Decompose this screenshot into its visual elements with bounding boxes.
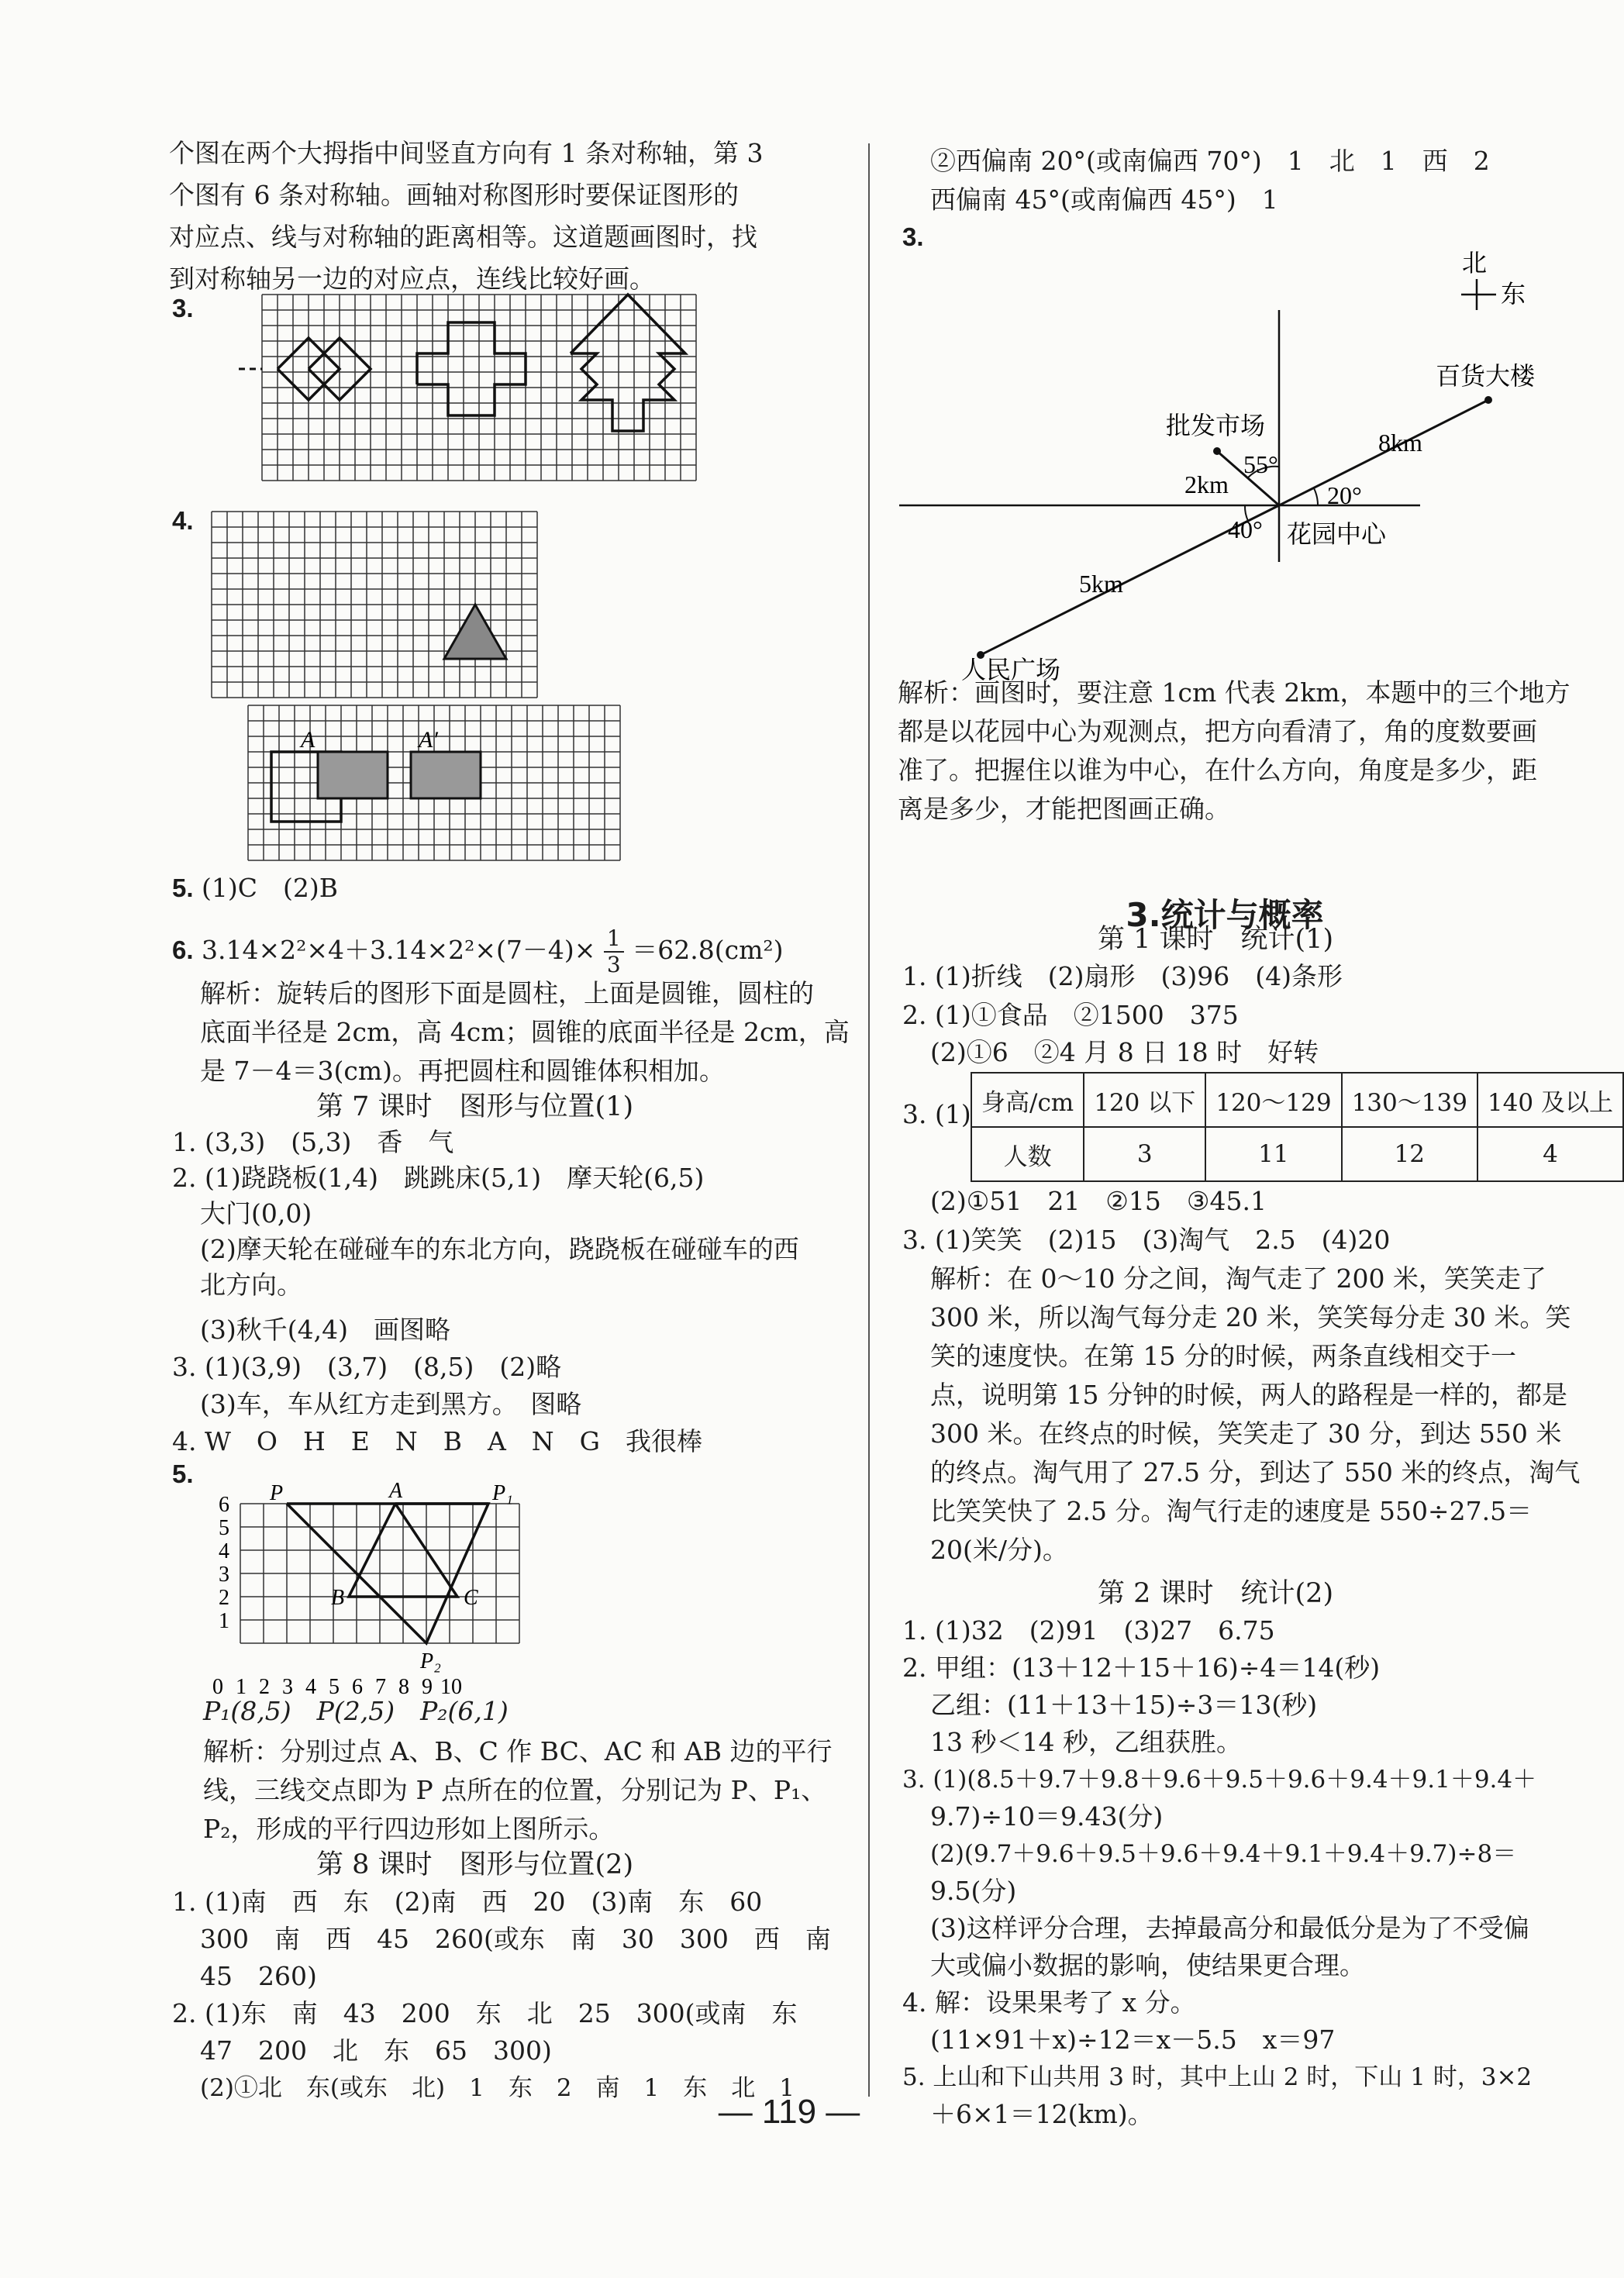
q6-fraction	[604, 926, 624, 977]
y-tick-label: 3	[219, 1563, 229, 1587]
s2-line-5: 3. (1)(8.5＋9.7＋9.8＋9.6＋9.5＋9.6＋9.4＋9.1＋9.4＋	[902, 1766, 1537, 1794]
q6-frac-num: 1	[604, 926, 624, 953]
intro-line-3: 对应点、线与对称轴的距离相等。这道题画图时，找	[169, 222, 757, 252]
page-number-value: 119	[761, 2093, 817, 2131]
q3-number: 3.	[172, 294, 194, 322]
s1-after-2: 3. (1)笑笑 (2)15 (3)淘气 2.5 (4)20	[902, 1225, 1391, 1255]
s1-after-8: 的终点。淘气用了 27.5 分，到达了 550 米的终点，淘气	[930, 1457, 1581, 1487]
table-row	[971, 1073, 1623, 1127]
q6-formula-line	[172, 926, 783, 977]
r-top-3: 3.	[902, 222, 924, 251]
map-department-store: 百货大楼	[1436, 362, 1536, 390]
x-tick-label: 10	[440, 1675, 462, 1699]
direction-map	[899, 248, 1566, 682]
x-tick-label: 4	[305, 1675, 316, 1699]
r-top-1: ②西偏南 20°(或南偏西 70°) 1 北 1 西 2	[930, 146, 1490, 176]
table-cell: 140 及以上	[1477, 1073, 1623, 1127]
label-a: A	[301, 727, 315, 753]
s1-after-3: 解析：在 0～10 分之间，淘气走了 200 米，笑笑走了	[930, 1263, 1546, 1294]
s2-line-7: (2)(9.7＋9.6＋9.5＋9.6＋9.4＋9.1＋9.4＋9.7)÷8＝	[930, 1840, 1517, 1868]
label-a-prime: A′	[419, 727, 438, 753]
s2-line-9: (3)这样评分合理，去掉最高分和最低分是为了不受偏	[930, 1913, 1529, 1943]
s2-line-14: ＋6×1＝12(km)。	[930, 2099, 1153, 2129]
x-tick-label: 9	[422, 1675, 433, 1699]
l7-line-7: 3. (1)(3,9) (3,7) (8,5) (2)略	[172, 1352, 562, 1382]
s1-after-5: 笑的速度快。在第 15 分的时候，两条直线相交于一	[930, 1341, 1516, 1371]
cross-shape	[417, 322, 526, 415]
q6-result: ＝62.8(cm²)	[632, 935, 784, 965]
s2-line-3: 乙组：(11＋13＋15)÷3＝13(秒)	[930, 1690, 1318, 1720]
map-garden-center: 花园中心	[1287, 520, 1387, 548]
q5-text: (1)C (2)B	[202, 873, 339, 903]
l7-after-3: 线，三线交点即为 P 点所在的位置，分别记为 P、P₁、	[203, 1775, 827, 1805]
map-angle-20: 20°	[1327, 481, 1362, 509]
table-cell: 120 以下	[1084, 1073, 1205, 1127]
l8-line-3: 45 260)	[200, 1961, 317, 1991]
intro-line-1: 个图在两个大拇指中间竖直方向有 1 条对称轴，第 3	[169, 138, 764, 168]
page-number: — 119 —	[718, 2093, 860, 2131]
table-cell: 人数	[971, 1127, 1084, 1181]
map-angle-55: 55°	[1243, 450, 1278, 478]
point-label-b: B	[331, 1586, 345, 1610]
s1-after-9: 比笑笑快了 2.5 分。淘气行走的速度是 550÷27.5＝	[930, 1496, 1533, 1526]
x-tick-label: 8	[398, 1675, 409, 1699]
map-peoples-square: 人民广场	[961, 656, 1061, 684]
x-tick-label: 5	[329, 1675, 340, 1699]
l7-line-3: 大门(0,0)	[200, 1198, 312, 1229]
s2-line-1: 1. (1)32 (2)91 (3)27 6.75	[902, 1615, 1275, 1646]
r-top-2: 西偏南 45°(或南偏西 45°) 1	[930, 184, 1278, 215]
q3-symmetry-grid	[262, 295, 696, 498]
l7-line-9: 4. W O H E N B A N G 我很棒	[172, 1426, 703, 1456]
map-analysis-1: 解析：画图时，要注意 1cm 代表 2km，本题中的三个地方	[898, 677, 1571, 708]
l7-line-5: 北方向。	[200, 1270, 302, 1300]
map-angle-40: 40°	[1228, 515, 1263, 543]
point-label-p1: P₁	[492, 1481, 513, 1505]
map-analysis-3: 准了。把握住以谁为中心，在什么方向，角度是多少，距	[898, 755, 1537, 785]
point-label-p2: P₂	[420, 1649, 441, 1673]
q6-analysis-2: 底面半径是 2cm，高 4cm；圆锥的底面半径是 2cm，高	[200, 1017, 850, 1047]
q5-answer	[172, 871, 338, 905]
l8-line-2: 300 南 西 45 260(或东 南 30 300 西 南	[200, 1924, 831, 1954]
x-tick-label: 1	[236, 1675, 247, 1699]
map-distance-5km: 5km	[1079, 570, 1123, 598]
map-wholesale-market: 批发市场	[1166, 412, 1266, 439]
l7-line-10: 5.	[172, 1460, 194, 1488]
table-row	[971, 1127, 1623, 1181]
l7-line-6: (3)秋千(4,4) 画图略	[200, 1315, 450, 1345]
point-label-p: P	[270, 1481, 284, 1505]
table-cell: 12	[1342, 1127, 1477, 1181]
l7-line-8: (3)车，车从红方走到黑方。 图略	[200, 1389, 582, 1419]
l7-line-1: 1. (3,3) (5,3) 香 气	[172, 1127, 454, 1157]
s2-line-8: 9.5(分)	[930, 1876, 1017, 1906]
rect-gray-a2	[411, 752, 481, 798]
x-tick-label: 6	[352, 1675, 363, 1699]
intro-line-2: 个图有 6 条对称轴。画轴对称图形时要保证图形的	[169, 180, 739, 210]
y-tick-label: 2	[219, 1586, 229, 1610]
l7-line-4: (2)摩天轮在碰碰车的东北方向，跷跷板在碰碰车的西	[200, 1234, 799, 1264]
q6-frac-den: 3	[606, 952, 621, 977]
x-tick-label: 2	[259, 1675, 270, 1699]
map-analysis-4: 离是多少，才能把图画正确。	[898, 794, 1230, 824]
y-tick-label: 6	[219, 1493, 229, 1517]
r-lesson2-title: 第 2 课时 统计(2)	[1098, 1578, 1334, 1609]
height-table	[971, 1072, 1624, 1182]
table-cell: 11	[1205, 1127, 1341, 1181]
l7-after-4: P₂，形成的平行四边形如上图所示。	[203, 1814, 615, 1844]
intro-line-4: 到对称轴另一边的对应点，连线比较好画。	[169, 264, 655, 294]
s2-line-10: 大或偏小数据的影响，使结果更合理。	[930, 1950, 1365, 1980]
s1-after-7: 300 米。在终点的时候，笑笑走了 30 分，到达 550 米	[930, 1418, 1562, 1449]
q6-analysis-3: 是 7－4＝3(cm)。再把圆柱和圆锥体积相加。	[200, 1056, 725, 1086]
table-cell: 3	[1084, 1127, 1205, 1181]
l7-after-1: P₁(8,5) P(2,5) P₂(6,1)	[203, 1696, 509, 1726]
s2-line-6: 9.7)÷10＝9.43(分)	[930, 1801, 1164, 1832]
r-lesson1-title: 第 1 课时 统计(1)	[1098, 924, 1334, 955]
table-cell: 4	[1477, 1127, 1623, 1181]
q4-grid-upper	[212, 512, 537, 698]
s2-line-13: 5. 上山和下山共用 3 时，其中上山 2 时，下山 1 时，3×2	[902, 2063, 1533, 2091]
s2-line-4: 13 秒＜14 秒，乙组获胜。	[930, 1727, 1242, 1757]
x-tick-label: 0	[212, 1675, 223, 1699]
point-label-c: C	[464, 1586, 478, 1610]
l7-line-2: 2. (1)跷跷板(1,4) 跳跳床(5,1) 摩天轮(6,5)	[172, 1163, 705, 1193]
l8-line-4: 2. (1)东 南 43 200 东 北 25 300(或南 东	[172, 1998, 798, 2028]
y-tick-label: 5	[219, 1516, 229, 1540]
q6-formula: 3.14×2²×4＋3.14×2²×(7－4)×	[202, 935, 596, 965]
s1-after-1: (2)①51 21 ②15 ③45.1	[930, 1186, 1267, 1216]
s1-q3-prefix: 3. (1)	[902, 1099, 971, 1129]
s1-line-3: (2)①6 ②4 月 8 日 18 时 好转	[930, 1037, 1319, 1067]
lesson8-title: 第 8 课时 图形与位置(2)	[316, 1849, 634, 1880]
q6-number: 6.	[172, 936, 194, 964]
map-distance-2km: 2km	[1184, 470, 1229, 498]
l7-after-2: 解析：分别过点 A、B、C 作 BC、AC 和 AB 边的平行	[203, 1736, 833, 1766]
s1-line-1: 1. (1)折线 (2)扇形 (3)96 (4)条形	[902, 961, 1343, 991]
y-tick-label: 1	[219, 1609, 229, 1633]
table-cell: 120～129	[1205, 1073, 1341, 1127]
s2-line-2: 2. 甲组：(13＋12＋15＋16)÷4＝14(秒)	[902, 1652, 1381, 1683]
l8-line-1: 1. (1)南 西 东 (2)南 西 20 (3)南 东 60	[172, 1887, 763, 1917]
q5-number: 5.	[172, 874, 194, 902]
table-cell: 130～139	[1342, 1073, 1477, 1127]
s2-line-12: (11×91＋x)÷12＝x－5.5 x＝97	[930, 2025, 1336, 2055]
point-label-a: A	[389, 1479, 403, 1503]
x-tick-label: 7	[375, 1675, 386, 1699]
s1-after-10: 20(米/分)。	[930, 1535, 1068, 1565]
l8-line-6: (2)①北 东(或东 北) 1 东 2 南 1 东 北 1	[200, 2074, 795, 2102]
q5-coordinate-grid	[212, 1465, 566, 1699]
y-tick-label: 4	[219, 1539, 229, 1563]
lesson7-title: 第 7 课时 图形与位置(1)	[316, 1091, 634, 1122]
map-east-label: 东	[1501, 280, 1526, 308]
s2-line-11: 4. 解：设果果考了 x 分。	[902, 1987, 1196, 2018]
gray-triangle	[444, 605, 506, 659]
map-analysis-2: 都是以花园中心为观测点，把方向看清了，角的度数要画	[898, 716, 1537, 746]
table-cell: 身高/cm	[971, 1073, 1084, 1127]
l8-line-5: 47 200 北 东 65 300)	[200, 2035, 552, 2066]
s1-line-2: 2. (1)①食品 ②1500 375	[902, 1000, 1239, 1030]
s1-after-6: 点，说明第 15 分钟的时候，两人的路程是一样的，都是	[930, 1380, 1567, 1410]
s1-after-4: 300 米，所以淘气每分走 20 米，笑笑每分走 30 米。笑	[930, 1302, 1571, 1332]
q4-grid-lower	[248, 705, 620, 868]
map-distance-8km: 8km	[1378, 429, 1422, 457]
section-title: 3.统计与概率	[1126, 896, 1324, 934]
column-divider	[868, 143, 870, 2097]
x-tick-label: 3	[282, 1675, 293, 1699]
q6-analysis-1: 解析：旋转后的图形下面是圆柱，上面是圆锥，圆柱的	[200, 978, 814, 1008]
q4-number: 4.	[172, 506, 194, 535]
rect-gray-a	[318, 752, 388, 798]
map-north-label: 北	[1462, 249, 1488, 277]
